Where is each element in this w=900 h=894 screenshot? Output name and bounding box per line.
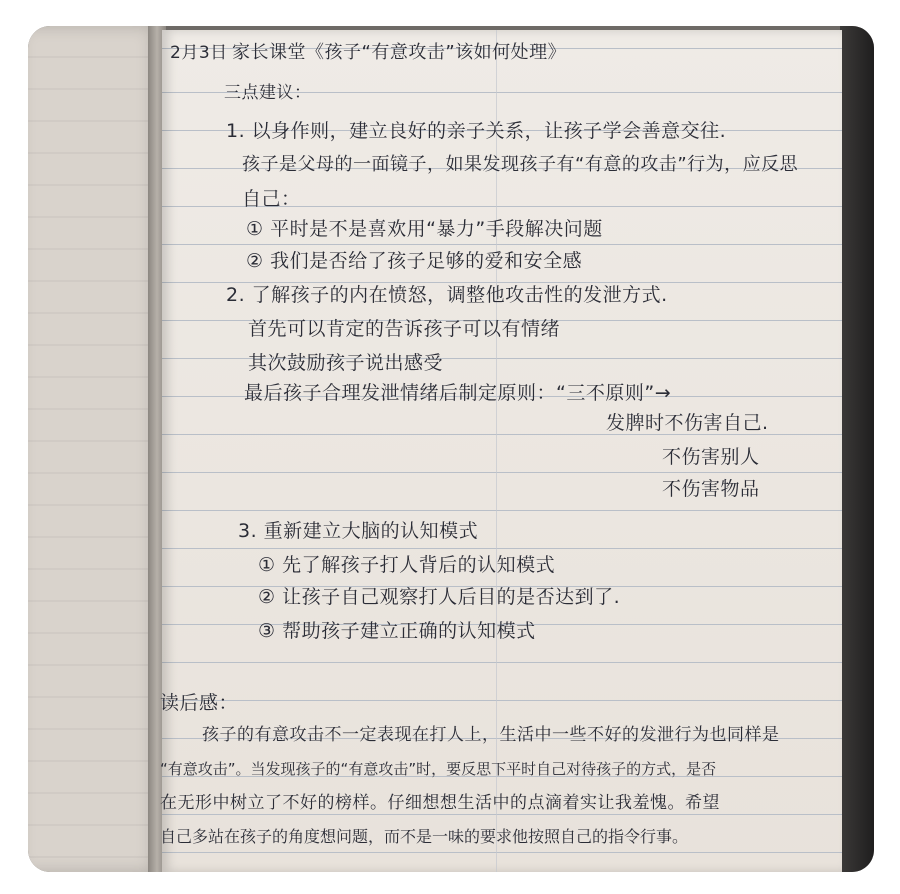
reflection-line3: 在无形中树立了不好的榜样。仔细想想生活中的点滴着实让我羞愧。希望 [160,793,720,813]
point2-line2: 其次鼓励孩子说出感受 [248,352,444,374]
rule-no-harm-self: 发脾时不伤害自己. [606,412,769,434]
point2-line1: 首先可以肯定的告诉孩子可以有情绪 [248,318,561,340]
point3-item2: ② 让孩子自己观察打人后目的是否达到了. [258,586,621,608]
notebook-page [162,30,842,872]
section-heading: 三点建议： [224,83,312,103]
point1-item2: ② 我们是否给了孩子足够的爱和安全感 [246,250,583,272]
point1-text-line1: 孩子是父母的一面镜子，如果发现孩子有“有意的攻击”行为，应反思 [242,154,799,175]
reflection-line1: 孩子的有意攻击不一定表现在打人上，生活中一些不好的发泄行为也同样是 [202,725,780,745]
point1-text-line2: 自己： [242,188,301,210]
note-title: 家长课堂《孩子“有意攻击”该如何处理》 [232,42,567,63]
rule-no-harm-objects: 不伤害物品 [662,478,760,500]
point1-heading: 1. 以身作则，建立良好的亲子关系，让孩子学会善意交往. [226,120,727,142]
note-date: 2月3日 [170,43,228,63]
rule-no-harm-others: 不伤害别人 [662,446,760,468]
point3-heading: 3. 重新建立大脑的认知模式 [238,520,479,542]
photo-frame [28,26,874,872]
reflection-line4: 自己多站在孩子的角度想问题，而不是一味的要求他按照自己的指令行事。 [160,827,689,846]
point3-item3: ③ 帮助孩子建立正确的认知模式 [258,620,536,642]
right-edge-shadow [840,26,874,872]
point1-item1: ① 平时是不是喜欢用“暴力”手段解决问题 [246,218,603,240]
reflection-heading: 读后感： [160,692,239,714]
left-notebook-page [28,26,160,872]
reflection-line2: “有意攻击”。当发现孩子的“有意攻击”时，要反思下平时自己对待孩子的方式，是否 [160,760,717,778]
point3-item1: ① 先了解孩子打人背后的认知模式 [258,554,556,576]
point2-line3: 最后孩子合理发泄情绪后制定原则：“三不原则”→ [244,382,672,404]
point2-heading: 2. 了解孩子的内在愤怒，调整他攻击性的发泄方式. [226,284,668,306]
